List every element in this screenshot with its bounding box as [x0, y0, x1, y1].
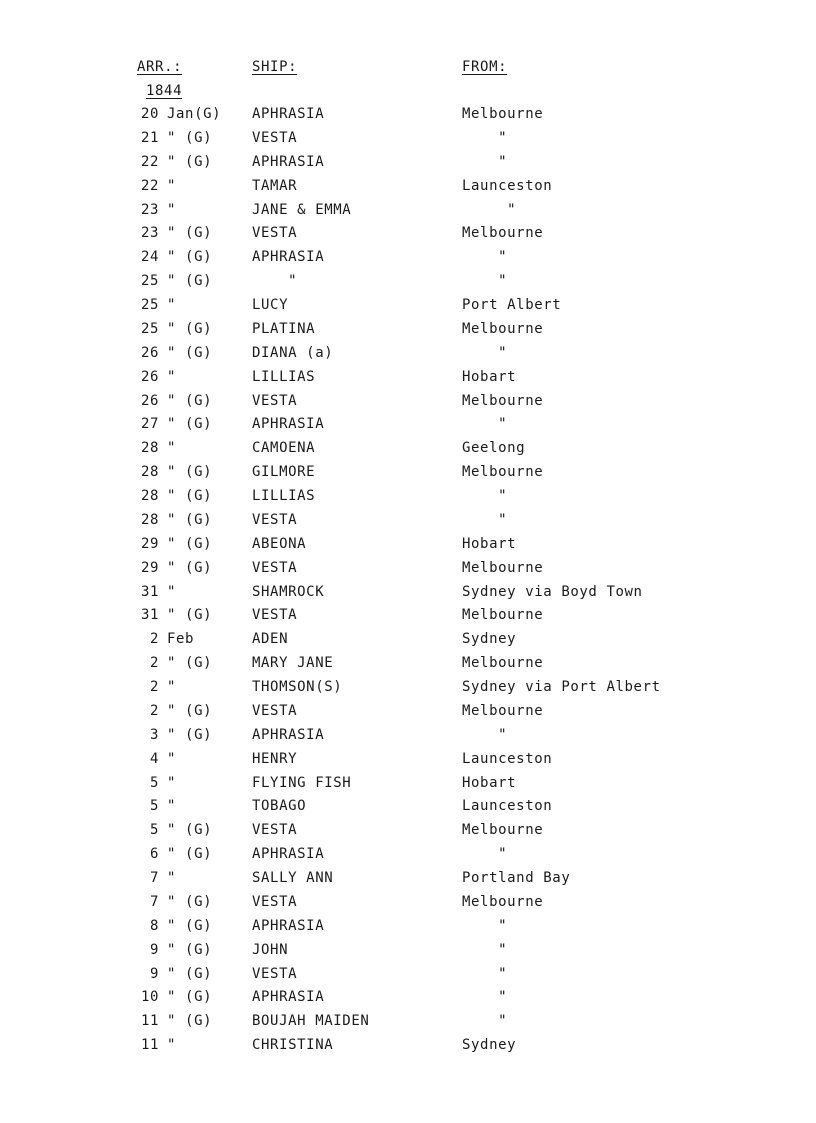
arrival-month: " (G) [167, 153, 213, 170]
arrival-month: " (G) [167, 965, 213, 982]
arrival-column-header: ARR.: [137, 59, 183, 75]
arrival-month: " (G) [167, 822, 213, 839]
origin-port: Sydney via Boyd Town [462, 583, 643, 600]
arrival-day: 5 [149, 822, 159, 839]
arrival-row [0, 106, 816, 130]
ship-name: VESTA [252, 225, 298, 242]
ship-name: GILMORE [252, 464, 316, 481]
arrival-day: 21 [140, 129, 159, 146]
arrival-day: 3 [149, 726, 159, 743]
arrival-row [0, 751, 816, 775]
arrival-row [0, 846, 816, 870]
origin-port: Portland Bay [462, 870, 571, 886]
arrival-day: 29 [140, 535, 159, 552]
arrival-month: Feb [167, 631, 195, 648]
ship-name: VESTA [252, 559, 298, 576]
origin-port: Sydney via Port Albert [462, 679, 661, 695]
arrival-row [0, 464, 816, 488]
origin-port: Launceston [462, 177, 553, 194]
ship-name: VESTA [252, 607, 298, 624]
arrival-row [0, 249, 816, 273]
arrival-day: 4 [149, 750, 159, 767]
arrival-day: 23 [140, 225, 159, 242]
ship-name: LILLIAS [252, 488, 316, 504]
arrival-month: " (G) [167, 464, 213, 481]
origin-port: Sydney [462, 1037, 517, 1054]
ship-name: VESTA [252, 702, 298, 719]
origin-port: Melbourne [462, 559, 544, 576]
ship-column-header: SHIP: [252, 59, 298, 75]
arrival-row [0, 130, 816, 154]
origin-port: Launceston [462, 750, 553, 767]
origin-port: Melbourne [462, 106, 544, 122]
arrival-row [0, 966, 816, 990]
arrival-day: 26 [140, 344, 159, 361]
ship-name: APHRASIA [252, 249, 325, 266]
arrival-month: " (G) [167, 249, 213, 266]
arrival-row [0, 488, 816, 512]
arrival-month: " [167, 774, 177, 791]
ship-name: VESTA [252, 511, 298, 528]
origin-port: Melbourne [462, 702, 544, 719]
ship-name: SALLY ANN [252, 870, 334, 886]
arrival-day: 26 [140, 368, 159, 385]
ship-name: APHRASIA [252, 153, 325, 170]
arrival-month: " [167, 583, 177, 600]
arrival-month: " [167, 798, 177, 815]
arrival-month: " (G) [167, 893, 213, 910]
arrival-month: " [167, 297, 177, 313]
ship-name: LUCY [252, 297, 289, 313]
arrival-row [0, 607, 816, 631]
ship-name: PLATINA [252, 320, 316, 337]
arrival-day: 2 [149, 679, 159, 695]
arrival-day: 29 [140, 559, 159, 576]
arrival-month: " (G) [167, 488, 213, 504]
arrival-month: " (G) [167, 511, 213, 528]
arrival-day: 9 [149, 965, 159, 982]
arrival-row [0, 440, 816, 464]
origin-port: " [462, 989, 508, 1006]
arrival-day: 25 [140, 297, 159, 313]
origin-port: Hobart [462, 368, 517, 385]
arrival-row [0, 918, 816, 942]
arrival-month: " [167, 1037, 177, 1054]
arrival-day: 28 [140, 464, 159, 481]
arrival-day: 25 [140, 320, 159, 337]
arrival-month: " [167, 440, 177, 457]
ship-name: DIANA (a) [252, 344, 334, 361]
ship-name: APHRASIA [252, 917, 325, 934]
arrival-row [0, 775, 816, 799]
arrival-row [0, 989, 816, 1013]
arrival-row [0, 273, 816, 297]
origin-port: " [462, 941, 508, 958]
origin-port: Geelong [462, 440, 526, 457]
ship-name: VESTA [252, 965, 298, 982]
origin-port: Melbourne [462, 464, 544, 481]
origin-port: " [462, 1013, 508, 1030]
origin-port: " [462, 511, 508, 528]
ship-name: TAMAR [252, 177, 298, 194]
ship-name: ABEONA [252, 535, 307, 552]
ship-name: CHRISTINA [252, 1037, 334, 1054]
ship-name: JOHN [252, 941, 289, 958]
origin-port: Melbourne [462, 320, 544, 337]
arrival-month: " (G) [167, 392, 213, 409]
ship-name: APHRASIA [252, 726, 325, 743]
arrival-month: " (G) [167, 607, 213, 624]
column-header-row [0, 59, 816, 79]
origin-port: " [462, 846, 508, 863]
arrival-day: 7 [149, 893, 159, 910]
origin-column-header: FROM: [462, 59, 508, 75]
arrival-month: Jan(G) [167, 106, 222, 122]
arrival-day: 8 [149, 917, 159, 934]
arrival-day: 31 [140, 607, 159, 624]
arrival-row [0, 297, 816, 321]
arrivals-list [0, 106, 816, 1061]
arrival-day: 22 [140, 153, 159, 170]
arrival-row [0, 178, 816, 202]
arrival-month: " (G) [167, 535, 213, 552]
ship-name: LILLIAS [252, 368, 316, 385]
arrival-day: 24 [140, 249, 159, 266]
origin-port: Melbourne [462, 893, 544, 910]
origin-port: " [462, 965, 508, 982]
arrival-day: 23 [140, 201, 159, 218]
origin-port: " [462, 273, 508, 290]
arrival-day: 28 [140, 511, 159, 528]
arrival-row [0, 894, 816, 918]
arrival-day: 7 [149, 870, 159, 886]
arrival-month: " (G) [167, 416, 213, 433]
arrival-month: " [167, 368, 177, 385]
arrival-day: 27 [140, 416, 159, 433]
arrival-month: " [167, 870, 177, 886]
origin-port: Launceston [462, 798, 553, 815]
origin-port: " [462, 917, 508, 934]
arrival-month: " (G) [167, 917, 213, 934]
ship-name: SHAMROCK [252, 583, 325, 600]
arrival-month: " [167, 679, 177, 695]
arrival-month: " (G) [167, 941, 213, 958]
origin-port: Melbourne [462, 607, 544, 624]
arrival-row [0, 345, 816, 369]
year-heading: 1844 [146, 83, 183, 99]
ship-name: APHRASIA [252, 846, 325, 863]
ship-name: FLYING FISH [252, 774, 352, 791]
arrival-row [0, 321, 816, 345]
arrival-row [0, 560, 816, 584]
arrival-month: " (G) [167, 1013, 213, 1030]
origin-port: " [462, 153, 508, 170]
arrival-day: 2 [149, 655, 159, 672]
arrival-day: 9 [149, 941, 159, 958]
arrival-row [0, 202, 816, 226]
origin-port: " [462, 201, 517, 218]
arrival-month: " (G) [167, 273, 213, 290]
origin-port: Sydney [462, 631, 517, 648]
arrival-day: 22 [140, 177, 159, 194]
arrival-month: " [167, 201, 177, 218]
arrival-day: 20 [140, 106, 159, 122]
origin-port: Melbourne [462, 225, 544, 242]
origin-port: " [462, 344, 508, 361]
arrival-row [0, 584, 816, 608]
arrival-day: 10 [140, 989, 159, 1006]
ship-name: BOUJAH MAIDEN [252, 1013, 370, 1030]
ship-name: VESTA [252, 822, 298, 839]
arrival-month: " (G) [167, 344, 213, 361]
arrival-day: 28 [140, 488, 159, 504]
arrival-row [0, 1037, 816, 1061]
ship-name: APHRASIA [252, 989, 325, 1006]
arrival-day: 31 [140, 583, 159, 600]
arrival-row [0, 512, 816, 536]
ship-name: HENRY [252, 750, 298, 767]
arrival-row [0, 822, 816, 846]
ship-name: " [252, 273, 298, 290]
arrival-row [0, 703, 816, 727]
arrival-month: " (G) [167, 129, 213, 146]
ship-name: APHRASIA [252, 416, 325, 433]
ship-name: JANE & EMMA [252, 201, 352, 218]
arrival-month: " (G) [167, 846, 213, 863]
origin-port: " [462, 129, 508, 146]
arrival-day: 5 [149, 798, 159, 815]
arrival-row [0, 416, 816, 440]
arrival-month: " (G) [167, 702, 213, 719]
arrival-row [0, 225, 816, 249]
arrival-day: 5 [149, 774, 159, 791]
origin-port: " [462, 726, 508, 743]
origin-port: " [462, 416, 508, 433]
arrival-month: " (G) [167, 655, 213, 672]
arrival-row [0, 154, 816, 178]
origin-port: " [462, 249, 508, 266]
ship-name: VESTA [252, 392, 298, 409]
arrival-day: 2 [149, 631, 159, 648]
ship-name: CAMOENA [252, 440, 316, 457]
arrival-month: " (G) [167, 726, 213, 743]
ship-name: VESTA [252, 129, 298, 146]
arrival-row [0, 655, 816, 679]
origin-port: Port Albert [462, 297, 562, 313]
origin-port: Melbourne [462, 822, 544, 839]
arrival-month: " [167, 750, 177, 767]
arrival-day: 26 [140, 392, 159, 409]
arrival-day: 2 [149, 702, 159, 719]
arrival-row [0, 1013, 816, 1037]
ship-name: MARY JANE [252, 655, 334, 672]
arrival-month: " (G) [167, 225, 213, 242]
origin-port: Hobart [462, 774, 517, 791]
arrival-row [0, 798, 816, 822]
ship-name: ADEN [252, 631, 289, 648]
arrival-month: " (G) [167, 320, 213, 337]
ship-name: APHRASIA [252, 106, 325, 122]
origin-port: Hobart [462, 535, 517, 552]
arrival-month: " (G) [167, 989, 213, 1006]
origin-port: Melbourne [462, 655, 544, 672]
arrival-row [0, 536, 816, 560]
origin-port: " [462, 488, 508, 504]
ship-name: THOMSON(S) [252, 679, 343, 695]
arrival-month: " [167, 177, 177, 194]
arrival-day: 11 [140, 1037, 159, 1054]
ship-name: VESTA [252, 893, 298, 910]
arrival-row [0, 679, 816, 703]
origin-port: Melbourne [462, 392, 544, 409]
arrival-day: 28 [140, 440, 159, 457]
arrival-row [0, 631, 816, 655]
arrival-row [0, 369, 816, 393]
arrival-month: " (G) [167, 559, 213, 576]
arrival-row [0, 727, 816, 751]
arrival-row [0, 942, 816, 966]
arrival-day: 6 [149, 846, 159, 863]
arrival-day: 25 [140, 273, 159, 290]
arrival-row [0, 393, 816, 417]
arrival-day: 11 [140, 1013, 159, 1030]
arrival-row [0, 870, 816, 894]
ship-name: TOBAGO [252, 798, 307, 815]
